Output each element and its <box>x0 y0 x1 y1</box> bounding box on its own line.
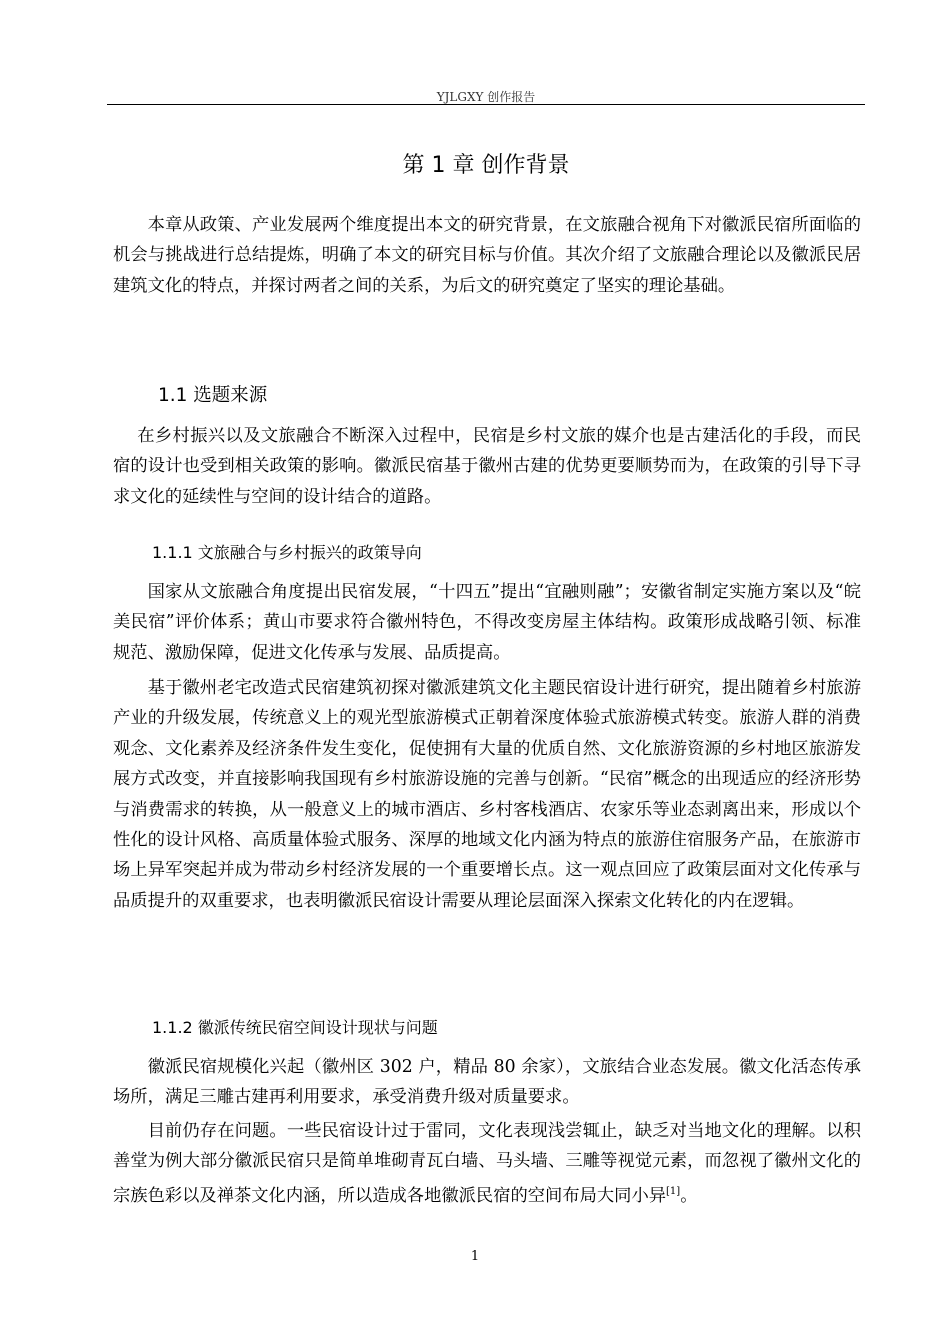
section-1-1-2-paragraph-2 <box>113 1116 861 1211</box>
section-heading-1-1: 1.1 选题来源 <box>158 385 268 406</box>
section-heading-1-1-2: 1.1.2 徽派传统民宿空间设计现状与问题 <box>152 1018 438 1037</box>
header-rule <box>107 104 865 105</box>
section-heading-1-1-1: 1.1.1 文旅融合与乡村振兴的政策导向 <box>152 543 422 562</box>
paragraph-end: 。 <box>680 1185 698 1206</box>
page-header: YJLGXY 创作报告 <box>436 90 536 104</box>
section-1-1-2-paragraph-1: 徽派民宿规模化兴起（徽州区 302 户，精品 80 余家），文旅结合业态发展。徽文化活态传承场所，满足三雕古建再利用要求，承受消费升级对质量要求。 <box>113 1057 861 1108</box>
section-1-1-paragraph: 在乡村振兴以及文旅融合不断深入过程中，民宿是乡村文旅的媒介也是古建活化的手段，而民宿的设计也受到相关政策的影响。徽派民宿基于徽州古建的优势更要顺势而为，在政策的引导下寻求文化的延续性与空间的设计结合的道路。 <box>113 426 861 507</box>
citation-reference[interactable]: [1] <box>666 1185 681 1197</box>
chapter-intro: 本章从政策、产业发展两个维度提出本文的研究背景，在文旅融合视角下对徽派民宿所面临的机会与挑战进行总结提炼，明确了本文的研究目标与价值。其次介绍了文旅融合理论以及徽派民居建筑文化的特点，并探讨两者之间的关系，为后文的研究奠定了坚实的理论基础。 <box>113 215 861 296</box>
chapter-title: 第 1 章 创作背景 <box>402 153 570 178</box>
section-1-1-1-paragraph-1: 国家从文旅融合角度提出民宿发展，“十四五”提出“宜融则融”；安徽省制定实施方案以及“皖美民宿”评价体系；黄山市要求符合徽州特色，不得改变房屋主体结构。政策形成战略引领、标准规范、激励保障，促进文化传承与发展、品质提高。 <box>113 582 861 663</box>
paragraph-text: 目前仍存在问题。一些民宿设计过于雷同，文化表现浅尝辄止，缺乏对当地文化的理解。以积善堂为例大部分徽派民宿只是简单堆砌青瓦白墙、马头墙、三雕等视觉元素，而忽视了徽州文化的宗族色彩以及禅茶文化内涵，所以造成各地徽派民宿的空间布局大同小异 <box>113 1121 861 1206</box>
section-1-1-1-paragraph-2: 基于徽州老宅改造式民宿建筑初探对徽派建筑文化主题民宿设计进行研究，提出随着乡村旅游产业的升级发展，传统意义上的观光型旅游模式正朝着深度体验式旅游模式转变。旅游人群的消费观念、文化素养及经济条件发生变化，促使拥有大量的优质自然、文化旅游资源的乡村地区旅游发展方式改变，并直接影响我国现有乡村旅游设施的完善与创新。“民宿”概念的出现适应的经济形势与消费需求的转换，从一般意义上的城市酒店、乡村客栈酒店、农家乐等业态剥离出来，形成以个性化的设计风格、高质量体验式服务、深厚的地域文化内涵为特点的旅游住宿服务产品，在旅游市场上异军突起并成为带动乡村经济发展的一个重要增长点。这一观点回应了政策层面对文化传承与品质提升的双重要求，也表明徽派民宿设计需要从理论层面深入探索文化转化的内在逻辑。 <box>113 678 861 911</box>
page-number: 1 <box>470 1249 480 1264</box>
